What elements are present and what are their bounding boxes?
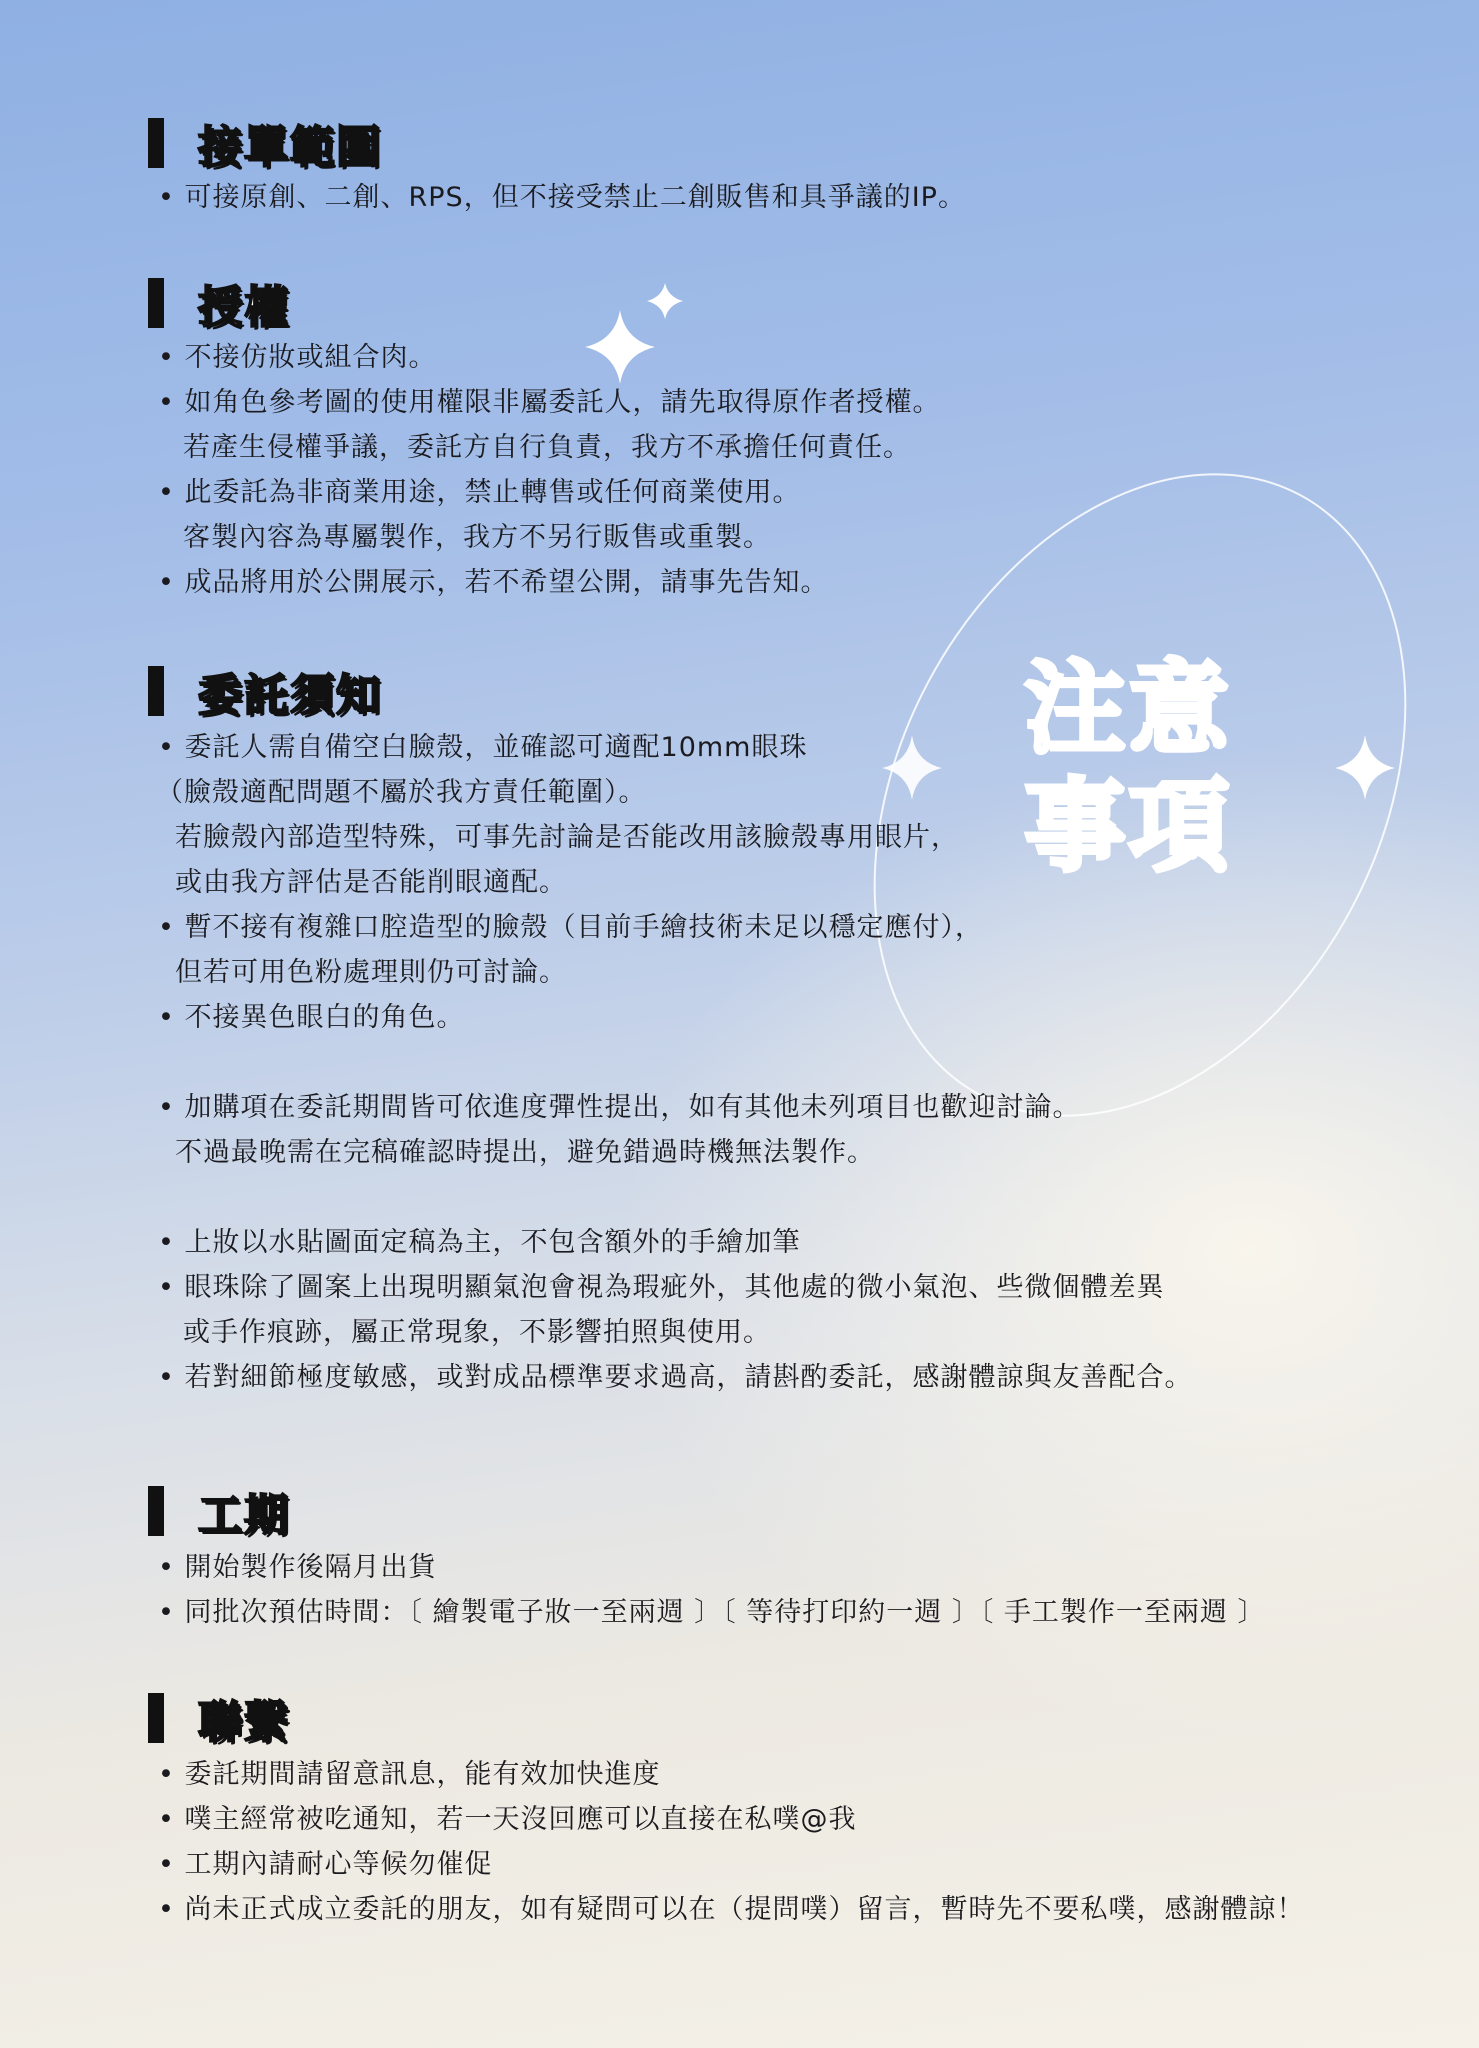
section-title-notice	[148, 663, 382, 719]
list-item-continued: 但若可用色粉處理則仍可討論。	[175, 957, 567, 988]
list-item: • 開始製作後隔月出貨	[158, 1550, 437, 1586]
title-bar	[148, 118, 164, 168]
title-text: 委託須知	[198, 670, 382, 721]
sparkle-icon	[882, 735, 942, 800]
list-item: • 尚未正式成立委託的朋友，如有疑問可以在（提問噗）留言，暫時先不要私噗，感謝體諒！	[158, 1892, 1305, 1928]
notice-stamp	[1025, 650, 1265, 886]
list-item-continued: 客製內容為專屬製作，我方不另行販售或重製。	[183, 522, 771, 553]
list-item: • 委託期間請留意訊息，能有效加快進度	[158, 1757, 661, 1793]
list-item: • 暫不接有複雜口腔造型的臉殼（目前手繪技術未足以穩定應付），	[158, 910, 983, 946]
sparkle-icon	[1335, 735, 1395, 800]
list-item-continued: 或手作痕跡，屬正常現象，不影響拍照與使用。	[183, 1317, 771, 1348]
list-item: • 不接仿妝或組合肉。	[158, 340, 437, 376]
section-title-contact	[148, 1690, 290, 1746]
list-item: • 此委託為非商業用途，禁止轉售或任何商業使用。	[158, 475, 801, 511]
section-title-schedule	[148, 1483, 290, 1539]
title-text: 工期	[198, 1490, 290, 1541]
title-text: 授權	[198, 282, 290, 333]
stamp-line-2: 事項	[1025, 768, 1233, 885]
list-item: • 工期內請耐心等候勿催促	[158, 1847, 493, 1883]
list-item: • 加購項在委託期間皆可依進度彈性提出，如有其他未列項目也歡迎討論。	[158, 1090, 1081, 1126]
section-title-license	[148, 275, 290, 331]
list-item-continued: 不過最晚需在完稿確認時提出，避免錯過時機無法製作。	[175, 1137, 875, 1168]
title-text: 接單範圍	[198, 122, 382, 173]
sparkle-icon	[647, 283, 683, 319]
sparkle-icon	[585, 310, 655, 384]
list-item: • 如角色參考圖的使用權限非屬委託人，請先取得原作者授權。	[158, 385, 941, 421]
stamp-line-1: 注意	[1025, 650, 1233, 767]
title-text: 聯繫	[198, 1697, 290, 1748]
section-title-scope	[148, 115, 382, 171]
list-item: • 成品將用於公開展示，若不希望公開，請事先告知。	[158, 565, 829, 601]
list-item: • 若對細節極度敏感，或對成品標準要求過高，請斟酌委託，感謝體諒與友善配合。	[158, 1360, 1193, 1396]
list-item-continued: 若臉殼內部造型特殊，可事先討論是否能改用該臉殼專用眼片，	[175, 822, 959, 853]
title-bar	[148, 1486, 164, 1536]
list-item-continued: （臉殼適配問題不屬於我方責任範圍）。	[156, 777, 647, 808]
title-bar	[148, 666, 164, 716]
list-item: • 委託人需自備空白臉殼，並確認可適配10mm眼珠	[158, 730, 807, 766]
list-item: • 噗主經常被吃通知，若一天沒回應可以直接在私噗@我	[158, 1802, 857, 1838]
title-bar	[148, 278, 164, 328]
list-item: • 上妝以水貼圖面定稿為主，不包含額外的手繪加筆	[158, 1225, 801, 1261]
list-item-continued: 或由我方評估是否能削眼適配。	[175, 867, 567, 898]
title-bar	[148, 1693, 164, 1743]
list-item: • 不接異色眼白的角色。	[158, 1000, 465, 1036]
list-item: • 眼珠除了圖案上出現明顯氣泡會視為瑕疵外，其他處的微小氣泡、些微個體差異	[158, 1270, 1165, 1306]
list-item: • 同批次預估時間：〔 繪製電子妝一至兩週 〕〔 等待打印約一週 〕〔 手工製作一至兩週 〕	[158, 1595, 1266, 1631]
list-item: • 可接原創、二創、RPS，但不接受禁止二創販售和具爭議的IP。	[158, 180, 966, 216]
list-item-continued: 若產生侵權爭議，委託方自行負責，我方不承擔任何責任。	[183, 432, 911, 463]
